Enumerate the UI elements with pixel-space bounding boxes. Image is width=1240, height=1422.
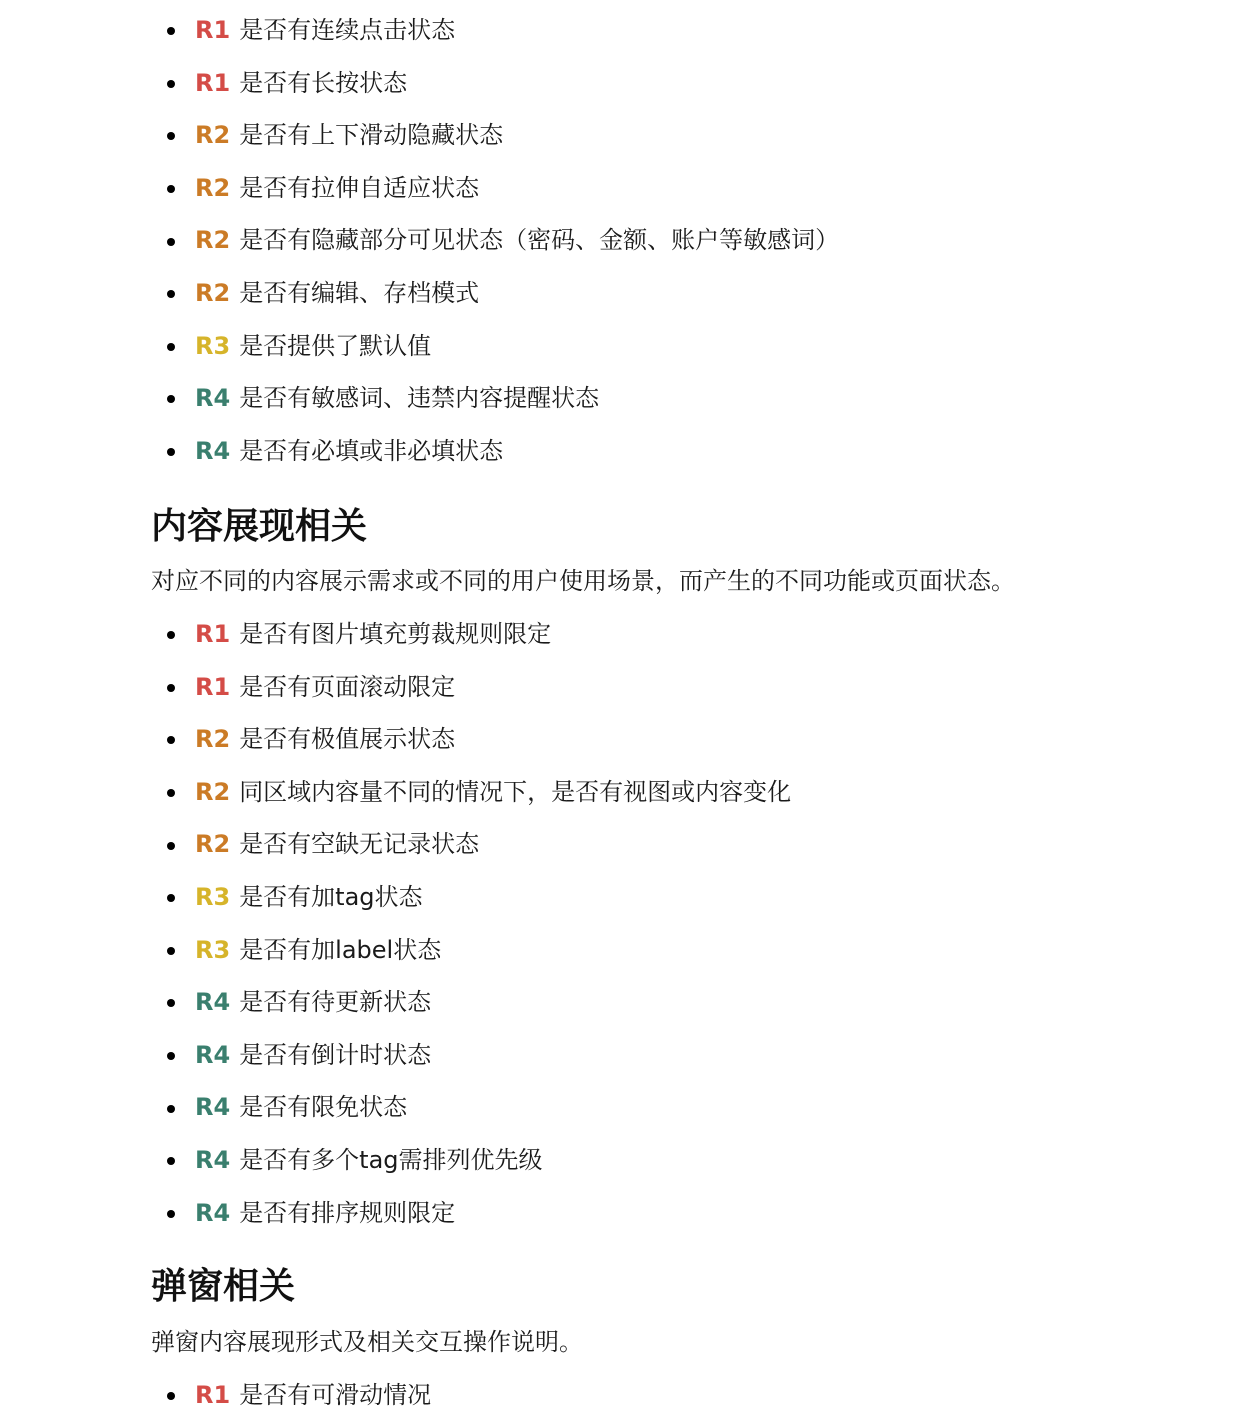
priority-level-r3: R3 xyxy=(195,882,231,911)
checklist-item-text: 同区域内容量不同的情况下，是否有视图或内容变化 xyxy=(239,777,792,806)
priority-level-r2: R2 xyxy=(195,777,231,806)
priority-level-r2: R2 xyxy=(195,121,231,150)
checklist-item xyxy=(151,267,839,320)
priority-level-r2: R2 xyxy=(195,725,231,754)
checklist-item xyxy=(151,4,839,57)
priority-level-r1: R1 xyxy=(195,672,231,701)
checklist-item-text: 是否有加label状态 xyxy=(239,935,442,964)
priority-level-r4: R4 xyxy=(195,988,231,1017)
priority-level-r4: R4 xyxy=(195,1040,231,1069)
checklist-item xyxy=(151,109,839,162)
checklist-item xyxy=(151,818,791,871)
checklist-item xyxy=(151,1369,431,1422)
section-title-content-display: 内容展现相关 xyxy=(151,506,368,547)
checklist-item xyxy=(151,162,839,215)
checklist-item-text: 是否有可滑动情况 xyxy=(239,1381,432,1409)
top-checklist xyxy=(151,4,839,477)
checklist-item-text: 是否有页面滚动限定 xyxy=(239,672,456,701)
checklist-item-text: 是否有长按状态 xyxy=(239,68,408,97)
section-description-content-display: 对应不同的内容展示需求或不同的用户使用场景，而产生的不同功能或页面状态。 xyxy=(151,567,1015,595)
priority-level-r4: R4 xyxy=(195,436,231,465)
checklist-item xyxy=(151,871,791,924)
checklist-item xyxy=(151,661,791,714)
checklist-item-text: 是否有空缺无记录状态 xyxy=(239,830,480,859)
checklist-item-text: 是否有隐藏部分可见状态（密码、金额、账户等敏感词） xyxy=(239,226,840,255)
checklist-item xyxy=(151,713,791,766)
priority-level-r2: R2 xyxy=(195,226,231,255)
checklist-item-text: 是否有连续点击状态 xyxy=(239,16,456,44)
checklist-item xyxy=(151,766,791,819)
checklist-item-text: 是否有排序规则限定 xyxy=(239,1198,456,1227)
checklist-item xyxy=(151,608,791,661)
checklist-item-text: 是否有敏感词、违禁内容提醒状态 xyxy=(239,384,600,413)
checklist-item xyxy=(151,57,839,110)
checklist-item-text: 是否有图片填充剪裁规则限定 xyxy=(239,620,552,648)
priority-level-r1: R1 xyxy=(195,620,231,648)
checklist-item-text: 是否有极值展示状态 xyxy=(239,725,456,754)
checklist-item xyxy=(151,425,839,478)
checklist-item xyxy=(151,320,839,373)
checklist-item xyxy=(151,214,839,267)
checklist-item-text: 是否有必填或非必填状态 xyxy=(239,436,504,465)
checklist-item-text: 是否有待更新状态 xyxy=(239,988,432,1017)
priority-level-r3: R3 xyxy=(195,331,231,360)
checklist-item xyxy=(151,1029,791,1082)
priority-level-r4: R4 xyxy=(195,1145,231,1174)
checklist-item xyxy=(151,976,791,1029)
priority-level-r4: R4 xyxy=(195,384,231,413)
checklist-item-text: 是否有限免状态 xyxy=(239,1093,408,1122)
priority-level-r4: R4 xyxy=(195,1198,231,1227)
checklist-item-text: 是否有上下滑动隐藏状态 xyxy=(239,121,504,150)
checklist-item-text: 是否提供了默认值 xyxy=(239,331,432,360)
content-display-checklist xyxy=(151,608,791,1239)
section-description-popup: 弹窗内容展现形式及相关交互操作说明。 xyxy=(151,1328,583,1356)
checklist-item xyxy=(151,924,791,977)
checklist-item-text: 是否有编辑、存档模式 xyxy=(239,278,480,307)
priority-level-r1: R1 xyxy=(195,68,231,97)
priority-level-r2: R2 xyxy=(195,173,231,202)
checklist-item xyxy=(151,1187,791,1240)
checklist-item-text: 是否有多个tag需排列优先级 xyxy=(239,1145,543,1174)
checklist-item xyxy=(151,1081,791,1134)
priority-level-r1: R1 xyxy=(195,16,231,44)
priority-level-r4: R4 xyxy=(195,1093,231,1122)
checklist-item xyxy=(151,1134,791,1187)
priority-level-r2: R2 xyxy=(195,830,231,859)
section-title-popup: 弹窗相关 xyxy=(151,1266,296,1307)
checklist-item-text: 是否有加tag状态 xyxy=(239,882,423,911)
checklist-item-text: 是否有拉伸自适应状态 xyxy=(239,173,480,202)
priority-level-r3: R3 xyxy=(195,935,231,964)
priority-level-r2: R2 xyxy=(195,278,231,307)
checklist-item-text: 是否有倒计时状态 xyxy=(239,1040,432,1069)
checklist-item xyxy=(151,372,839,425)
popup-checklist xyxy=(151,1369,431,1422)
priority-level-r1: R1 xyxy=(195,1381,231,1409)
